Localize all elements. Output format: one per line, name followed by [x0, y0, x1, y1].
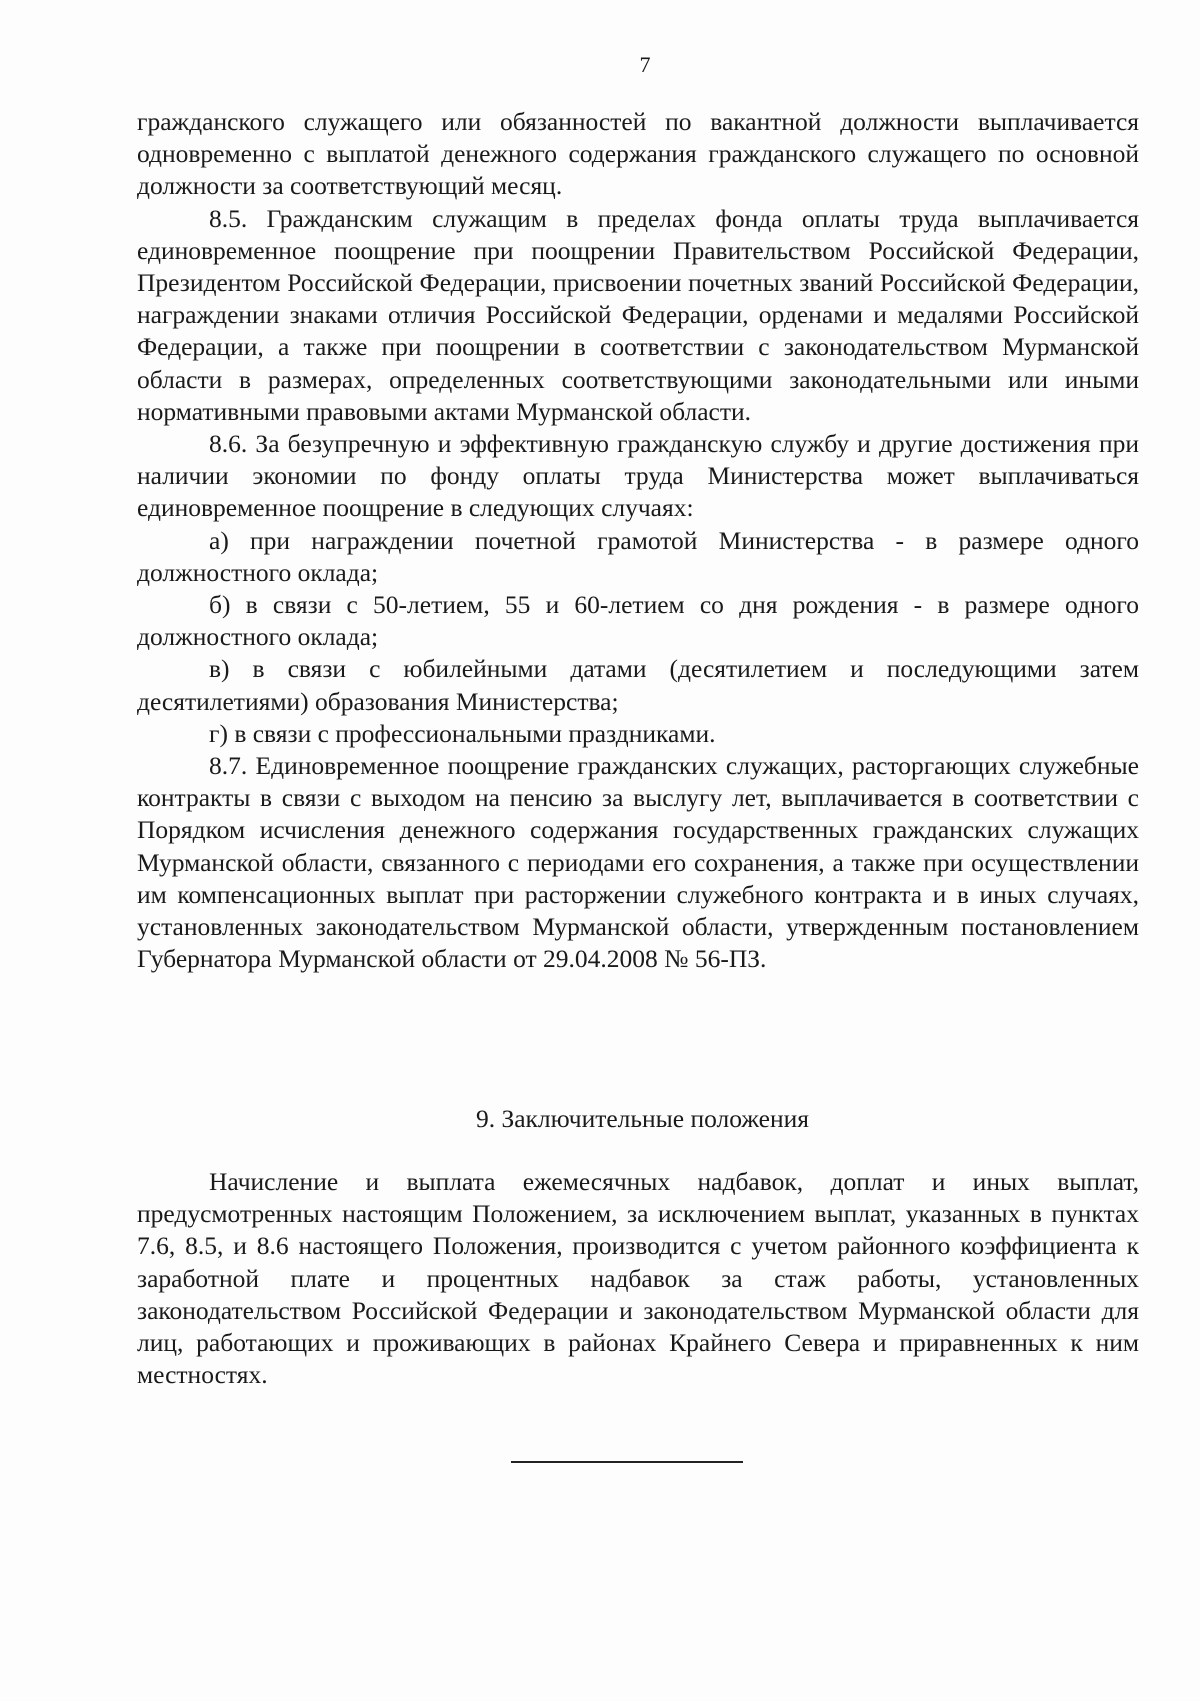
paragraph-8-6: 8.6. За безупречную и эффективную гражданскую службу и другие достижения при наличии экономии по фонду оплаты труда Министерства может выплачиваться единовременное поощрение в следующих случаях:	[137, 429, 1139, 523]
page-number: 7	[639, 52, 651, 77]
section-heading: 9. Заключительные положения	[475, 1104, 810, 1133]
paragraph-8-7: 8.7. Единовременное поощрение гражданских служащих, расторгающих служебные контракты в связи с выходом на пенсию за выслугу лет, выплачивается в соответствии с Порядком исчисления денежного содержания государственных гражданских служащих Мурманской области, связанного с периодами его сохранения, а также при осуществлении им компенсационных выплат при расторжении служебного контракта и в иных случаях, установленных законодательством Мурманской области, утвержденным постановлением Губернатора Мурманской области от 29.04.2008 № 56-ПЗ.	[137, 751, 1139, 974]
end-divider-line	[511, 1461, 743, 1463]
list-item-g: г) в связи с профессиональными праздниками.	[209, 718, 716, 748]
list-item-b: б) в связи с 50-летием, 55 и 60-летием со дня рождения - в размере одного должностного оклада;	[137, 590, 1139, 652]
final-provisions-text	[137, 1166, 1139, 1391]
paragraph-final: Начисление и выплата ежемесячных надбавок, доплат и иных выплат, предусмотренных настоящим Положением, за исключением выплат, указанных в пунктах 7.6, 8.5, и 8.6 настоящего Положения, производится с учетом районного коэффициента к заработной плате и процентных надбавок за стаж работы, установленных законодательством Российской Федерации и законодательством Мурманской области для лиц, работающих и проживающих в районах Крайнего Севера и приравненных к ним местностях.	[137, 1167, 1139, 1390]
paragraph-8-5: 8.5. Гражданским служащим в пределах фонда оплаты труда выплачивается единовременное поощрение при поощрении Правительством Российской Федерации, Президентом Российской Федерации, присвоении почетных званий Российской Федерации, награждении знаками отличия Российской Федерации, орденами и медалями Российской Федерации, а также при поощрении в соответствии с законодательством Мурманской области в размерах, определенных соответствующими законодательными или иными нормативными правовыми актами Мурманской области.	[137, 203, 1139, 426]
main-text	[137, 106, 1139, 975]
paragraph-continuation: гражданского служащего или обязанностей по вакантной должности выплачивается одновременно с выплатой денежного содержания гражданского служащего по основной должности за соответствующий месяц.	[137, 107, 1139, 201]
list-item-v: в) в связи с юбилейными датами (десятилетием и последующими затем десятилетиями) образования Министерства;	[137, 654, 1139, 716]
list-item-a: а) при награждении почетной грамотой Министерства - в размере одного должностного оклада;	[137, 525, 1139, 587]
